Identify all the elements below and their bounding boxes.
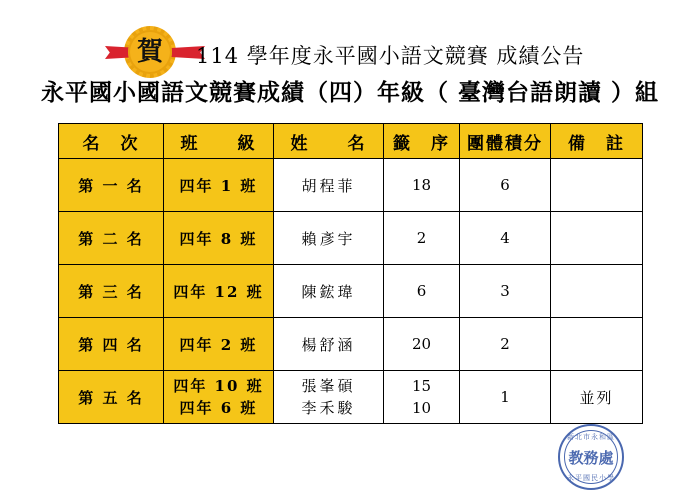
cell-rank: 第 四 名	[59, 318, 164, 371]
results-table	[58, 123, 643, 424]
cell-team-points: 6	[460, 159, 551, 212]
column-header-rank: 名 次	[59, 124, 164, 159]
cell-remarks	[551, 318, 643, 371]
cell-team-points: 1	[460, 371, 551, 424]
stamp-arc-top-text: 新北市永和區	[567, 433, 615, 441]
table-row	[59, 265, 643, 318]
office-stamp-icon	[558, 424, 624, 490]
cell-class-line-2: 四年 6 班	[179, 399, 258, 417]
cell-team-points: 2	[460, 318, 551, 371]
column-header-draw-order: 籤 序	[384, 124, 460, 159]
cell-draw-order: 6	[384, 265, 460, 318]
cell-remarks	[551, 265, 643, 318]
column-header-class: 班 級	[164, 124, 274, 159]
cell-name: 楊舒涵	[274, 318, 384, 371]
cell-name	[274, 371, 384, 424]
document-header	[0, 22, 700, 70]
cell-name: 胡程菲	[274, 159, 384, 212]
cell-class: 四年 12 班	[164, 265, 274, 318]
cell-name-line-1: 張峯碩	[301, 376, 356, 395]
column-header-name: 姓 名	[274, 124, 384, 159]
table-row	[59, 212, 643, 265]
results-table-wrapper	[58, 123, 642, 424]
cell-remarks	[551, 212, 643, 265]
cell-class-line-1: 四年 10 班	[173, 376, 264, 395]
cell-draw-order: 2	[384, 212, 460, 265]
table-row	[59, 159, 643, 212]
table-header-row	[59, 124, 643, 159]
column-header-team-points: 團體積分	[460, 124, 551, 159]
cell-draw-order	[384, 371, 460, 424]
column-header-remarks: 備 註	[551, 124, 643, 159]
cell-draw-order: 18	[384, 159, 460, 212]
stamp-main-text: 教務處	[568, 448, 614, 467]
cell-draw-order-line-2: 10	[411, 399, 432, 417]
cell-name: 陳鋐瑋	[274, 265, 384, 318]
cell-team-points: 3	[460, 265, 551, 318]
congratulation-seal-icon	[128, 30, 172, 74]
cell-class: 四年 8 班	[164, 212, 274, 265]
cell-rank: 第 五 名	[59, 371, 164, 424]
table-row	[59, 318, 643, 371]
table-row	[59, 371, 643, 424]
cell-name-line-2: 李禾駿	[301, 399, 356, 417]
page-title: 114 學年度永平國小語文競賽 成績公告	[196, 44, 585, 68]
cell-draw-order: 20	[384, 318, 460, 371]
cell-rank: 第 二 名	[59, 212, 164, 265]
cell-remarks: 並列	[551, 371, 643, 424]
cell-class	[164, 371, 274, 424]
cell-class: 四年 2 班	[164, 318, 274, 371]
cell-rank: 第 三 名	[59, 265, 164, 318]
seal-character: 賀	[136, 37, 163, 67]
cell-remarks	[551, 159, 643, 212]
page-subtitle: 永平國小國語文競賽成績（四）年級（ 臺灣台語朗讀 ）組	[40, 79, 659, 106]
cell-draw-order-line-1: 15	[411, 376, 432, 395]
cell-class: 四年 1 班	[164, 159, 274, 212]
cell-name: 賴彥宇	[274, 212, 384, 265]
cell-rank: 第 一 名	[59, 159, 164, 212]
stamp-arc-bottom-text: 永平國民小學	[567, 474, 615, 482]
cell-team-points: 4	[460, 212, 551, 265]
